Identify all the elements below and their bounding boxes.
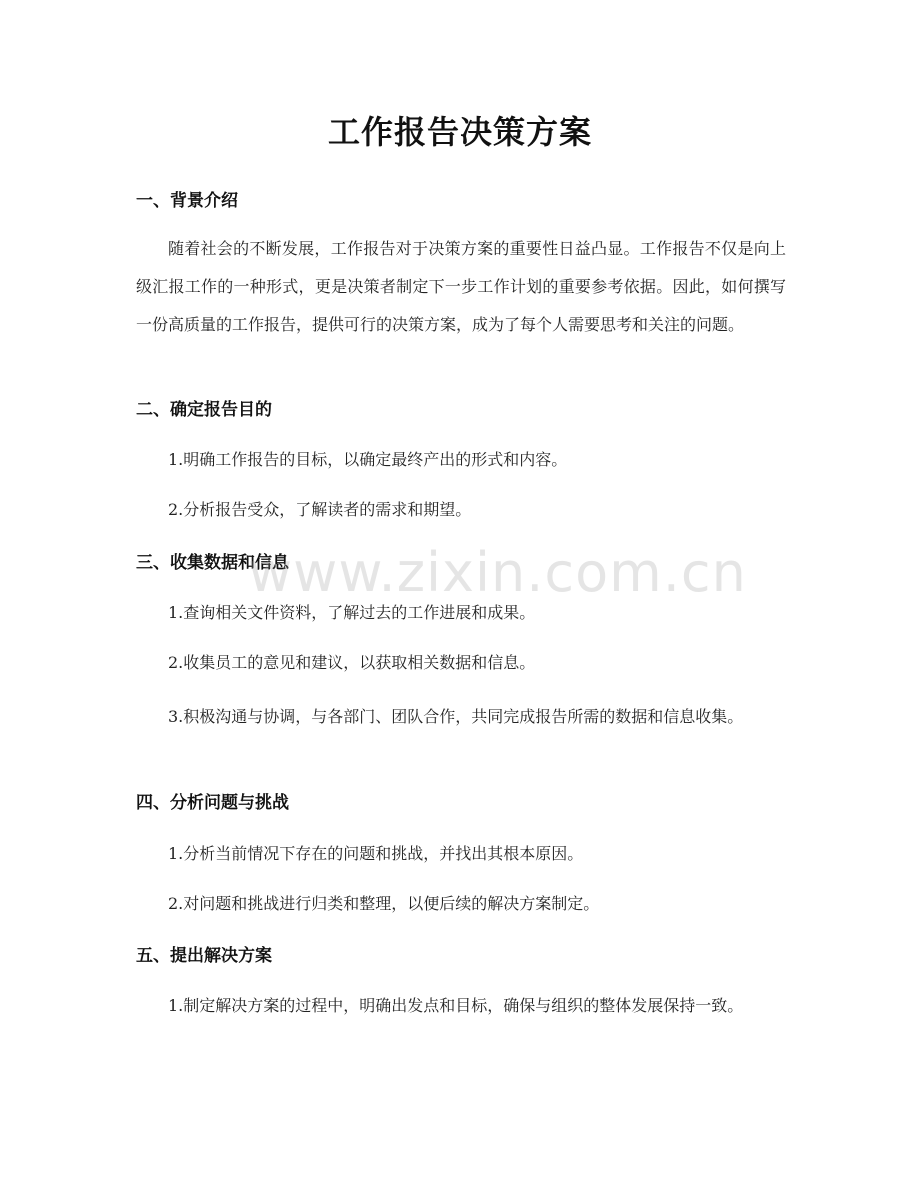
- paragraph-problem-2: 2.对问题和挑战进行归类和整理，以便后续的解决方案制定。: [168, 894, 600, 913]
- paragraph-purpose-1: 1.明确工作报告的目标，以确定最终产出的形式和内容。: [168, 450, 568, 469]
- section-heading-report-purpose: 二、确定报告目的: [136, 400, 272, 420]
- document-title: 工作报告决策方案: [327, 113, 592, 151]
- section-heading-data-collection: 三、收集数据和信息: [136, 553, 289, 573]
- section-heading-background: 一、背景介绍: [136, 191, 238, 211]
- paragraph-purpose-2: 2.分析报告受众，了解读者的需求和期望。: [168, 500, 472, 519]
- paragraph-data-2: 2.收集员工的意见和建议，以获取相关数据和信息。: [168, 653, 536, 672]
- section-heading-problem-analysis: 四、分析问题与挑战: [136, 793, 289, 813]
- paragraph-data-1: 1.查询相关文件资料，了解过去的工作进展和成果。: [168, 603, 536, 622]
- section-heading-solutions: 五、提出解决方案: [136, 946, 272, 966]
- paragraph-problem-1: 1.分析当前情况下存在的问题和挑战，并找出其根本原因。: [168, 844, 584, 863]
- paragraph-background: 随着社会的不断发展，工作报告对于决策方案的重要性日益凸显。工作报告不仅是向上级汇报工作的一种形式，更是决策者制定下一步工作计划的重要参考依据。因此，如何撰写一份高质量的工作报告，提供可行的决策方案，成为了每个人需要思考和关注的问题。: [136, 239, 786, 334]
- paragraph-data-3: 3.积极沟通与协调，与各部门、团队合作，共同完成报告所需的数据和信息收集。: [168, 707, 744, 726]
- paragraph-solution-1: 1.制定解决方案的过程中，明确出发点和目标，确保与组织的整体发展保持一致。: [168, 996, 744, 1015]
- watermark: www.zixin.com.cn: [248, 541, 747, 604]
